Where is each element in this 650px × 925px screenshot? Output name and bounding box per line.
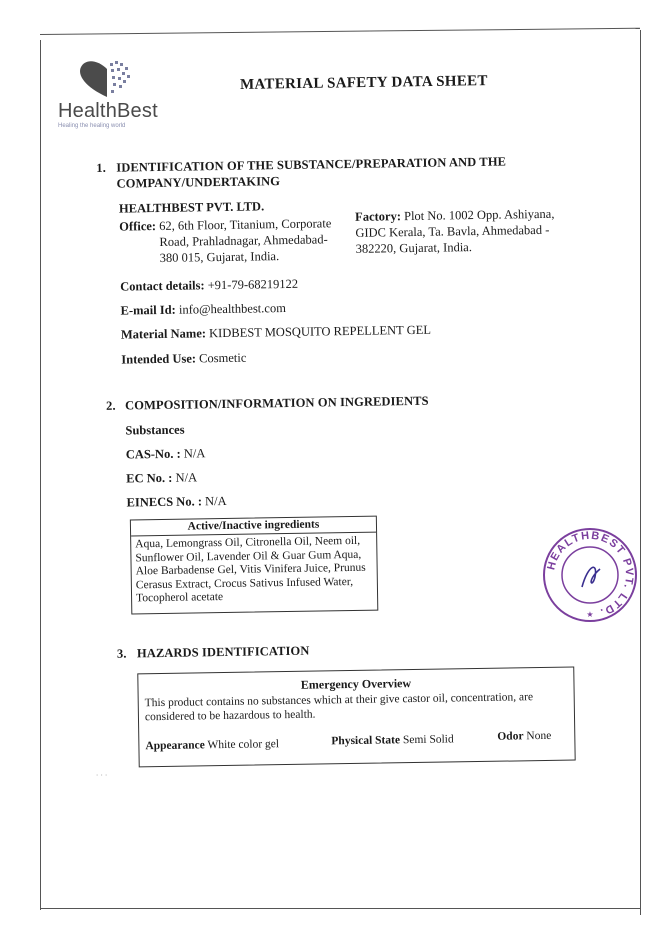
section1-number: 1. <box>96 160 107 175</box>
brand-name: HealthBest <box>58 100 158 122</box>
factory-label: Factory: <box>355 209 402 224</box>
cas-row <box>126 446 206 462</box>
factory-address-line3: 382220, Gujarat, India. <box>355 240 473 256</box>
einecs-value: N/A <box>204 493 227 509</box>
ec-label: EC No. : <box>126 470 173 486</box>
odor-label: Odor <box>497 730 524 743</box>
section2-number: 2. <box>105 398 116 413</box>
material-value: KIDBEST MOSQUITO REPELLENT GEL <box>208 322 432 341</box>
einecs-label: EINECS No. : <box>126 494 203 510</box>
odor-value: None <box>526 729 552 743</box>
emergency-overview-text: This product contains no substances which at their give castor oil, concentration, are considered to be hazardous to health. <box>144 691 534 724</box>
office-address-line2: Road, Prahladnagar, Ahmedabad- <box>159 232 328 249</box>
substances-label: Substances <box>125 422 185 438</box>
appearance-value: White color gel <box>207 738 280 752</box>
contact-row <box>120 277 298 295</box>
appearance-row <box>145 738 279 752</box>
company-name: HEALTHBEST PVT. LTD. <box>118 199 265 216</box>
email-value: info@healthbest.com <box>178 300 286 317</box>
physical-state-value: Semi Solid <box>402 733 454 747</box>
section2-heading: COMPOSITION/INFORMATION ON INGREDIENTS <box>124 393 429 413</box>
factory-address-line1: Plot No. 1002 Opp. Ashiyana, <box>403 206 555 224</box>
material-row <box>121 323 431 343</box>
email-label: E-mail Id: <box>120 302 176 318</box>
office-address-line3: 380 015, Gujarat, India. <box>159 249 280 265</box>
material-label: Material Name: <box>120 326 207 342</box>
contact-value: +91-79-68219122 <box>207 276 299 293</box>
section1-heading-line1: IDENTIFICATION OF THE SUBSTANCE/PREPARATION AND THE <box>116 154 507 175</box>
office-label: Office: <box>119 219 157 234</box>
physical-state-label: Physical State <box>331 734 401 748</box>
use-value: Cosmetic <box>199 350 247 366</box>
email-row <box>120 301 286 319</box>
document-title: MATERIAL SAFETY DATA SHEET <box>239 73 488 93</box>
use-row <box>121 351 246 368</box>
section3-number: 3. <box>116 646 127 661</box>
physical-state-row <box>331 733 454 747</box>
use-label: Intended Use: <box>121 351 197 367</box>
appearance-label: Appearance <box>145 739 205 753</box>
odor-row <box>497 730 551 743</box>
cas-label: CAS-No. : <box>125 446 181 462</box>
factory-address-line2: GIDC Kerala, Ta. Bavla, Ahmedabad - <box>355 222 550 240</box>
section1-heading-line2: COMPANY/UNDERTAKING <box>116 174 281 191</box>
brand-tagline: Healing the healing world <box>58 123 126 129</box>
einecs-row <box>126 494 226 511</box>
scan-artifact: ∙ ∙ ∙ <box>96 770 108 780</box>
contact-label: Contact details: <box>120 278 205 294</box>
company-seal-stamp <box>540 525 640 625</box>
section3-heading: HAZARDS IDENTIFICATION <box>136 643 310 661</box>
factory-line1 <box>355 207 555 225</box>
office-address-line1: 62, 6th Floor, Titanium, Corporate <box>159 216 332 233</box>
emergency-overview-title: Emergency Overview <box>300 676 412 692</box>
ingredients-text: Aqua, Lemongrass Oil, Citronella Oil, Neem oil, Sunflower Oil, Lavender Oil & Guar Gum Aqua, Aloe Barbadense Gel, Vitis Vinifera Juice, Prunus Cerasus Extract, Crocus Sativus Infused Water, Tocopherol acetate <box>135 534 366 605</box>
ec-value: N/A <box>175 470 198 485</box>
ec-row <box>126 470 197 486</box>
emergency-overview-box <box>137 667 575 768</box>
cas-value: N/A <box>183 446 206 461</box>
svg-text:★: ★ <box>586 610 594 619</box>
ingredients-header: Active/Inactive ingredients <box>131 517 376 537</box>
ingredients-table <box>130 516 378 615</box>
svg-text:HEALTHBEST PVT. LTD.: HEALTHBEST PVT. LTD. <box>545 529 636 619</box>
